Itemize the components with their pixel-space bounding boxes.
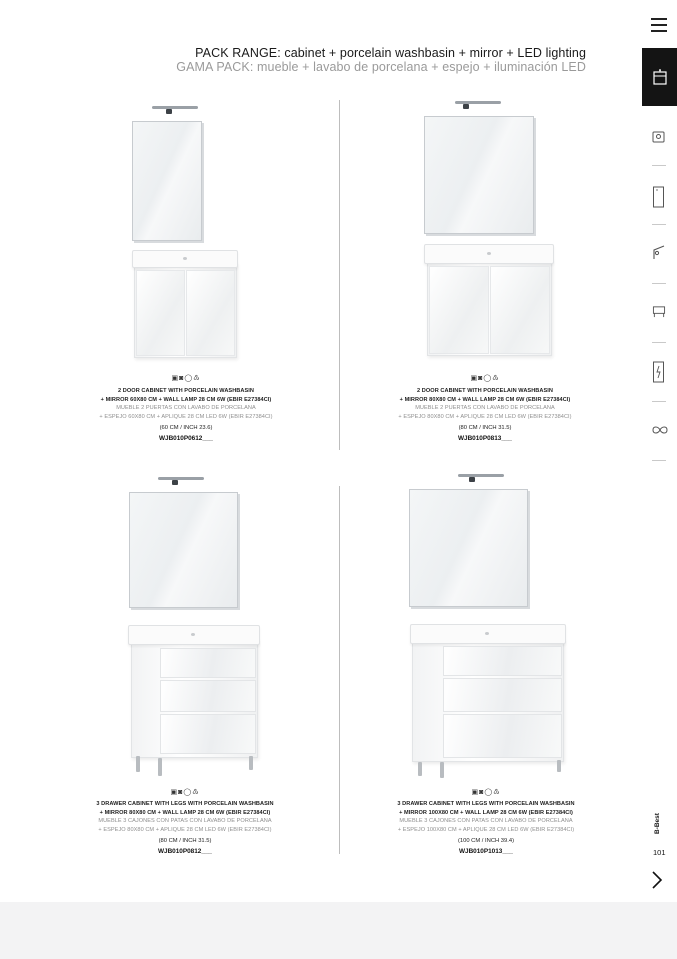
wall-lamp-image (152, 106, 198, 109)
infinity-icon[interactable] (652, 425, 668, 435)
hamburger-menu-icon[interactable] (651, 18, 667, 36)
sidebar-separator (652, 401, 666, 402)
drawer-middle (160, 680, 256, 712)
mirror-image (409, 489, 528, 607)
tap-hole (191, 633, 195, 636)
description-es-line1: MUEBLE 2 PUERTAS CON LAVABO DE PORCELANA (116, 405, 256, 412)
description-en-line2: + MIRROR 80X80 CM + WALL LAMP 28 CM 6W (EBIR E27384CI) (99, 809, 271, 816)
description-en-line1: 2 DOOR CABINET WITH PORCELAIN WASHBASIN (417, 388, 553, 394)
sidebar-separator (652, 283, 666, 284)
drawer-bottom (160, 714, 256, 754)
product-description (56, 387, 316, 444)
description-es-line1: MUEBLE 2 PUERTAS CON LAVABO DE PORCELANA (415, 405, 555, 412)
product-size: (80 CM / INCH 31.5) (458, 425, 512, 432)
cabinet-leg (249, 756, 253, 770)
drawer-middle (443, 678, 562, 712)
product-description (356, 800, 616, 857)
drawer-bottom (443, 714, 562, 758)
page-header (176, 46, 586, 74)
page-number: 101 (653, 848, 666, 857)
cabinet-leg (418, 762, 422, 776)
product-code: WJB010P1013___ (458, 847, 513, 855)
description-en-line1: 2 DOOR CABINET WITH PORCELAIN WASHBASIN (118, 388, 254, 394)
product-description (355, 387, 615, 444)
description-es-line2: + ESPEJO 80X80 CM + APLIQUE 28 CM LED 6W (EBIR E27384CI) (398, 413, 572, 420)
tap-icon[interactable] (652, 244, 668, 260)
sidebar-item-cabinet[interactable] (642, 48, 677, 106)
footer-band (0, 902, 677, 959)
cabinet-door-left (429, 266, 489, 354)
wall-lamp-head (172, 480, 178, 485)
cabinet-leg (557, 760, 561, 772)
product-code: WJB010P0812___ (157, 847, 212, 855)
wall-lamp-head (469, 477, 475, 482)
cabinet-leg (440, 762, 444, 778)
chevron-right-icon[interactable] (651, 871, 663, 894)
description-es-line2: + ESPEJO 60X80 CM + APLIQUE 28 CM LED 6W (EBIR E27384CI) (99, 413, 273, 420)
description-en-line1: 3 DRAWER CABINET WITH LEGS WITH PORCELAIN WASHBASIN (397, 801, 575, 807)
drawer-top (160, 648, 256, 678)
wall-lamp-image (158, 477, 204, 480)
feature-icons: ▣◙◯♳ (470, 375, 500, 382)
description-es-line1: MUEBLE 3 CAJONES CON PATAS CON LAVABO DE PORCELANA (98, 818, 272, 825)
product-size: (100 CM / INCH 39.4) (457, 838, 515, 845)
header-title-es: GAMA PACK: mueble + lavabo de porcelana + espejo + iluminación LED (176, 60, 586, 74)
right-sidebar (640, 0, 677, 902)
sidebar-separator (652, 342, 666, 343)
washbasin-image (128, 625, 260, 645)
wall-lamp-head (166, 109, 172, 114)
description-en-line2: + MIRROR 60X80 CM + WALL LAMP 28 CM 6W (EBIR E27384CI) (100, 396, 272, 403)
drawer-top (443, 646, 562, 676)
tap-hole (183, 257, 187, 260)
wall-lamp-head (463, 104, 469, 109)
cabinet-door-left (136, 270, 185, 356)
cabinet-icon (653, 69, 667, 85)
cabinet-leg (136, 756, 140, 772)
cabinet-leg (158, 758, 162, 776)
description-es-line2: + ESPEJO 80X80 CM + APLIQUE 28 CM LED 6W (EBIR E27384CI) (98, 826, 272, 833)
description-es-line2: + ESPEJO 100X80 CM + APLIQUE 28 CM LED 6W (EBIR E27384CI) (397, 826, 575, 833)
feature-icons: ▣◙◯♳ (170, 789, 200, 796)
brand-label: B-Best (654, 813, 661, 834)
tap-hole (487, 252, 491, 255)
washbasin-icon[interactable] (652, 130, 665, 143)
washbasin-image (132, 250, 238, 268)
product-code: WJB010P0612___ (158, 434, 213, 442)
washbasin-image (410, 624, 566, 644)
furniture-icon[interactable] (652, 305, 666, 318)
tap-hole (485, 632, 489, 635)
product-description (55, 800, 315, 857)
sidebar-separator (652, 165, 666, 166)
description-en-line1: 3 DRAWER CABINET WITH LEGS WITH PORCELAIN WASHBASIN (96, 801, 274, 807)
washbasin-image (424, 244, 554, 264)
column-divider-bottom (339, 486, 340, 854)
mirror-image (132, 121, 202, 241)
description-es-line1: MUEBLE 3 CAJONES CON PATAS CON LAVABO DE PORCELANA (399, 818, 573, 825)
product-size: (60 CM / INCH 23.6) (159, 425, 213, 432)
lighting-icon[interactable] (652, 361, 665, 383)
description-en-line2: + MIRROR 100X80 CM + WALL LAMP 28 CM 6W (EBIR E27384CI) (399, 809, 573, 816)
cabinet-door-right (186, 270, 235, 356)
cabinet-door-right (490, 266, 550, 354)
column-divider-top (339, 100, 340, 450)
mirror-image (424, 116, 534, 234)
mirror-image (129, 492, 238, 608)
feature-icons: ▣◙◯♳ (471, 789, 501, 796)
wall-lamp-image (458, 474, 504, 477)
sidebar-separator (652, 224, 666, 225)
description-en-line2: + MIRROR 80X80 CM + WALL LAMP 28 CM 6W (EBIR E27384CI) (399, 396, 571, 403)
header-title-en: PACK RANGE: cabinet + porcelain washbasin + mirror + LED lighting (195, 46, 586, 60)
product-size: (80 CM / INCH 31.5) (158, 838, 212, 845)
product-code: WJB010P0813___ (457, 434, 512, 442)
feature-icons: ▣◙◯♳ (171, 375, 201, 382)
mirror-icon[interactable] (652, 186, 665, 208)
wall-lamp-image (455, 101, 501, 104)
sidebar-separator (652, 460, 666, 461)
